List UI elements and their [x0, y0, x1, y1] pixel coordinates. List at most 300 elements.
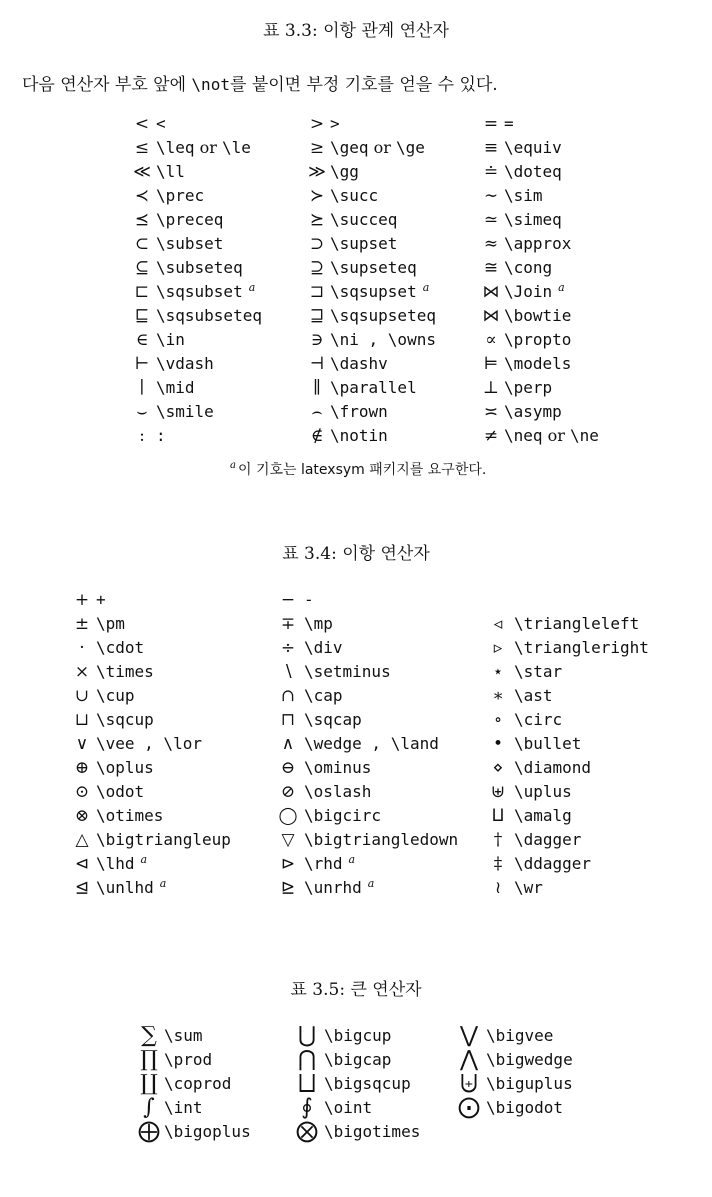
- command-text: \frown: [330, 402, 388, 421]
- symbol-glyph: ⪯: [134, 210, 150, 230]
- command-cell: [96, 588, 272, 612]
- command-sum: [164, 1024, 290, 1048]
- symbol-glyph: ⋈: [482, 306, 500, 326]
- command-text: \ddagger: [514, 854, 592, 873]
- command-text: \triangleright: [514, 638, 649, 657]
- command-text: \sqsupseteq: [330, 306, 436, 325]
- command-text: \triangleleft: [514, 614, 640, 633]
- intro-after: 를 붙이면 부정 기호를 얻을 수 있다.: [229, 75, 498, 95]
- table-row: [128, 424, 634, 448]
- command-text: \unrhd: [304, 878, 362, 897]
- command-text: \bigtriangledown: [304, 830, 459, 849]
- command-cell: [304, 588, 482, 612]
- table-row: [68, 780, 684, 804]
- command-approx: [504, 232, 634, 256]
- footnote-marker: a: [140, 852, 148, 866]
- command-int: [164, 1096, 290, 1120]
- command-models: [504, 352, 634, 376]
- command-star: [514, 660, 684, 684]
- footnote-text: 이 기호는 latexsym 패키지를 요구한다.: [237, 462, 487, 478]
- negation-intro-text: [22, 70, 498, 95]
- command-vee-lor: [96, 732, 272, 756]
- command-sim: [504, 184, 634, 208]
- command-text: \bigcap: [324, 1050, 392, 1069]
- command-wr: [514, 876, 684, 900]
- command-frown: [330, 400, 478, 424]
- table-row: [68, 756, 684, 780]
- command-cell: [330, 112, 478, 136]
- command-otimes: [96, 804, 272, 828]
- symbol-glyph: >: [309, 114, 325, 134]
- command-text: \smile: [156, 402, 214, 421]
- command-text: \bigtriangleup: [96, 830, 231, 849]
- symbol-glyph: ×: [74, 662, 90, 682]
- symbol-glyph: ⊥: [483, 378, 499, 398]
- symbol-glyph: ‡: [493, 854, 503, 874]
- symbol-glyph: ⊆: [134, 258, 150, 278]
- command-text: \sqcap: [304, 710, 362, 729]
- command-bigcirc: [304, 804, 482, 828]
- command-preceq: [156, 208, 304, 232]
- command-triangleleft: [514, 612, 684, 636]
- symbol-glyph: :: [139, 426, 145, 446]
- table-row: [68, 852, 684, 876]
- symbol-glyph: ≥: [309, 138, 325, 158]
- symbol-glyph: ≍: [483, 402, 499, 422]
- command-triangleright: [514, 636, 684, 660]
- command-text: \vee , \lor: [96, 734, 202, 753]
- command-bullet: [514, 732, 684, 756]
- table-row: [68, 660, 684, 684]
- command-text: \leq or \le: [156, 138, 251, 157]
- command-text: \rhd: [304, 854, 343, 873]
- symbol-glyph: ·: [79, 638, 85, 658]
- command-text: \preceq: [156, 210, 224, 229]
- symbol-glyph: ⊔: [74, 710, 90, 730]
- command-text: \oplus: [96, 758, 154, 777]
- command-cell: [486, 1120, 596, 1144]
- symbol-glyph: ⋁: [459, 1023, 479, 1048]
- table-3-4-caption: 표 3.4: 이항 연산자: [282, 544, 430, 564]
- symbol-glyph: ≺: [134, 186, 150, 206]
- command-text: \div: [304, 638, 343, 657]
- symbol-glyph: ⨁: [138, 1119, 160, 1144]
- command-sqsubset: [156, 280, 304, 304]
- command-text: -: [304, 590, 314, 609]
- command-lhd: [96, 852, 272, 876]
- command-text: \parallel: [330, 378, 417, 397]
- symbol-glyph: ∓: [280, 614, 296, 634]
- command-ni-owns: [330, 328, 478, 352]
- command-simeq: [504, 208, 634, 232]
- symbol-glyph: ⊣: [309, 354, 325, 374]
- command-bigvee: [486, 1024, 596, 1048]
- command-cell: [156, 424, 304, 448]
- command-text: \star: [514, 662, 563, 681]
- symbol-glyph: ⊲: [74, 854, 90, 874]
- symbol-glyph: ∝: [485, 330, 497, 350]
- command-asymp: [504, 400, 634, 424]
- symbol-glyph: [482, 588, 514, 612]
- command-text: \biguplus: [486, 1074, 573, 1093]
- symbol-glyph: ÷: [280, 638, 296, 658]
- symbol-glyph: +: [74, 590, 90, 610]
- symbol-glyph: ∧: [281, 734, 295, 754]
- command-diamond: [514, 756, 684, 780]
- footnote-marker: a: [558, 280, 565, 294]
- command-bigoplus: [164, 1120, 290, 1144]
- command-smile: [156, 400, 304, 424]
- command-text: \bigvee: [486, 1026, 554, 1045]
- symbol-glyph: ⋆: [492, 662, 504, 682]
- table-row: [68, 708, 684, 732]
- symbol-glyph: ∋: [310, 330, 324, 350]
- symbol-glyph: ≈: [483, 234, 499, 254]
- symbol-glyph: ∘: [493, 710, 503, 730]
- table-row: [68, 876, 684, 900]
- command-unrhd: [304, 876, 482, 900]
- symbol-glyph: ≤: [134, 138, 150, 158]
- table-row: [68, 636, 684, 660]
- command-text: \ni , \owns: [330, 330, 436, 349]
- command-text: \ast: [514, 686, 553, 705]
- symbol-glyph: ∩: [280, 686, 296, 706]
- footnote-marker: a: [248, 280, 256, 294]
- table-row: [128, 184, 634, 208]
- command-text: \bigsqcup: [324, 1074, 411, 1093]
- command-text: \Join: [504, 282, 553, 301]
- command-text: \diamond: [514, 758, 592, 777]
- symbol-glyph: ⨂: [296, 1119, 318, 1144]
- symbol-glyph: ▽: [281, 830, 295, 850]
- command-dagger: [514, 828, 684, 852]
- symbol-glyph: ≃: [483, 210, 499, 230]
- command-text: \oint: [324, 1098, 373, 1117]
- command-text: \asymp: [504, 402, 562, 421]
- symbol-glyph: ⋃: [297, 1023, 317, 1048]
- command-text: \bowtie: [504, 306, 572, 325]
- symbol-glyph: ⊙: [74, 782, 90, 802]
- symbol-glyph: ∨: [75, 734, 89, 754]
- command-text: +: [96, 590, 106, 609]
- symbol-glyph: ⨄: [460, 1071, 478, 1096]
- table-row: [128, 208, 634, 232]
- symbol-glyph: ≪: [133, 162, 151, 182]
- command-ddagger: [514, 852, 684, 876]
- command-vdash: [156, 352, 304, 376]
- command-text: \sqsubset: [156, 282, 243, 301]
- command-text: \simeq: [504, 210, 562, 229]
- command-subset: [156, 232, 304, 256]
- symbol-glyph: ⊎: [490, 782, 506, 802]
- symbol-glyph: ▹: [493, 638, 503, 658]
- symbol-glyph: ⊒: [309, 306, 325, 326]
- symbol-glyph: ∏: [140, 1047, 158, 1072]
- large-operators-table: [134, 1024, 596, 1144]
- symbol-glyph: ∮: [301, 1095, 313, 1120]
- table-row: [128, 232, 634, 256]
- command-circ: [514, 708, 684, 732]
- symbol-glyph: ⌢: [311, 402, 323, 422]
- symbol-glyph: ⊢: [134, 354, 150, 374]
- table-row: [134, 1024, 596, 1048]
- command-prod: [164, 1048, 290, 1072]
- symbol-glyph: ⊑: [134, 306, 150, 326]
- command-odot: [96, 780, 272, 804]
- command-text: \geq or \ge: [330, 138, 425, 157]
- command-div: [304, 636, 482, 660]
- symbol-glyph: ⨆: [298, 1071, 316, 1096]
- command-bigodot: [486, 1096, 596, 1120]
- command-text: \notin: [330, 426, 388, 445]
- command-bigwedge: [486, 1048, 596, 1072]
- command-amalg: [514, 804, 684, 828]
- command-text: \coprod: [164, 1074, 232, 1093]
- symbol-glyph: ≀: [494, 878, 502, 898]
- latexsym-footnote: [230, 459, 486, 479]
- command-text: \vdash: [156, 354, 214, 373]
- command-succ: [330, 184, 478, 208]
- command-text: \in: [156, 330, 185, 349]
- command-perp: [504, 376, 634, 400]
- command-pm: [96, 612, 272, 636]
- command-text: \bigcup: [324, 1026, 392, 1045]
- symbol-glyph: ⊗: [74, 806, 90, 826]
- symbol-glyph: ⊖: [280, 758, 296, 778]
- command-text: \dagger: [514, 830, 582, 849]
- command-text: \gg: [330, 162, 359, 181]
- command-text: \prec: [156, 186, 205, 205]
- command-text: \models: [504, 354, 572, 373]
- command-uplus: [514, 780, 684, 804]
- table-row: [134, 1072, 596, 1096]
- command-text: \cdot: [96, 638, 145, 657]
- command-biguplus: [486, 1072, 596, 1096]
- symbol-glyph: ∥: [313, 378, 321, 398]
- table-row: [68, 732, 684, 756]
- command-equiv: [504, 136, 634, 160]
- command-cup: [96, 684, 272, 708]
- command-setminus: [304, 660, 482, 684]
- symbol-glyph: ⊇: [309, 258, 325, 278]
- symbol-glyph: ⨿: [491, 806, 505, 826]
- command-text: \oslash: [304, 782, 372, 801]
- table-3-5-caption: 표 3.5: 큰 연산자: [290, 980, 422, 1000]
- command-bigtriangledown: [304, 828, 482, 852]
- command-bigcup: [324, 1024, 452, 1048]
- command-geq-or-ge: [330, 136, 478, 160]
- command-text: \times: [96, 662, 154, 681]
- command-text: \sum: [164, 1026, 203, 1045]
- symbol-glyph: ◯: [278, 806, 298, 826]
- command-text: \sqsubseteq: [156, 306, 262, 325]
- command-bigcap: [324, 1048, 452, 1072]
- symbol-glyph: ⊳: [280, 854, 296, 874]
- command-text: \mp: [304, 614, 333, 633]
- symbol-glyph: ≐: [483, 162, 499, 182]
- symbol-glyph: ⊃: [309, 234, 325, 254]
- symbol-glyph: −: [280, 590, 296, 610]
- table-row: [134, 1096, 596, 1120]
- symbol-glyph: •: [492, 734, 504, 754]
- command-cell: [156, 112, 304, 136]
- command-oplus: [96, 756, 272, 780]
- command-text: \circ: [514, 710, 563, 729]
- command-ll: [156, 160, 304, 184]
- table-row: [128, 400, 634, 424]
- command-text: \pm: [96, 614, 125, 633]
- footnote-marker: a: [367, 876, 375, 890]
- table-row: [128, 112, 634, 136]
- command-sqcap: [304, 708, 482, 732]
- command-coprod: [164, 1072, 290, 1096]
- table-row: [128, 136, 634, 160]
- command-leq-or-le: [156, 136, 304, 160]
- command-supseteq: [330, 256, 478, 280]
- command-text: >: [330, 114, 340, 133]
- table-row: [68, 804, 684, 828]
- intro-code: \not: [191, 75, 230, 94]
- symbol-glyph: ∣: [139, 378, 145, 398]
- symbol-glyph: †: [493, 830, 503, 850]
- command-rhd: [304, 852, 482, 876]
- command-subseteq: [156, 256, 304, 280]
- command-text: \otimes: [96, 806, 164, 825]
- table-row: [128, 352, 634, 376]
- symbol-glyph: ≻: [309, 186, 325, 206]
- command-sqsubseteq: [156, 304, 304, 328]
- symbol-glyph: ⊵: [280, 878, 296, 898]
- command-text: \propto: [504, 330, 572, 349]
- command-text: \bigotimes: [324, 1122, 421, 1141]
- command-text: \supset: [330, 234, 398, 253]
- symbol-glyph: ⋀: [459, 1047, 479, 1072]
- command-text: \wedge , \land: [304, 734, 439, 753]
- symbol-glyph: ∫: [143, 1095, 155, 1120]
- command-oint: [324, 1096, 452, 1120]
- command-text: \prod: [164, 1050, 213, 1069]
- symbol-glyph: ±: [74, 614, 90, 634]
- table-row: [128, 256, 634, 280]
- command-text: \bigwedge: [486, 1050, 573, 1069]
- footnote-marker: a: [348, 852, 356, 866]
- command-text: \bullet: [514, 734, 582, 753]
- symbol-glyph: ≡: [483, 138, 499, 158]
- command-text: \succeq: [330, 210, 398, 229]
- table-row: [128, 280, 634, 304]
- footnote-marker: a: [422, 280, 430, 294]
- symbol-glyph: ⊐: [309, 282, 325, 302]
- symbol-glyph: ⨀: [458, 1095, 480, 1120]
- command-text: \approx: [504, 234, 572, 253]
- symbol-glyph: ⊂: [134, 234, 150, 254]
- command-text: \setminus: [304, 662, 391, 681]
- table-row: [68, 684, 684, 708]
- command-parallel: [330, 376, 478, 400]
- command-text: \uplus: [514, 782, 572, 801]
- symbol-glyph: ∑: [141, 1023, 157, 1048]
- intro-before: 다음 연산자 부호 앞에: [22, 75, 192, 95]
- footnote-marker: a: [159, 876, 167, 890]
- symbol-glyph: ∪: [74, 686, 90, 706]
- command-text: \amalg: [514, 806, 572, 825]
- command-gg: [330, 160, 478, 184]
- symbol-glyph: ⊏: [134, 282, 150, 302]
- table-row: [68, 828, 684, 852]
- symbol-glyph: ⊓: [280, 710, 296, 730]
- table-row: [128, 376, 634, 400]
- table-3-3-caption: 표 3.3: 이항 관계 연산자: [263, 21, 449, 41]
- command-join: [504, 280, 634, 304]
- symbol-glyph: ⋄: [492, 758, 504, 778]
- symbol-glyph: ∐: [140, 1071, 158, 1096]
- command-dashv: [330, 352, 478, 376]
- command-mp: [304, 612, 482, 636]
- command-text: \equiv: [504, 138, 562, 157]
- command-ast: [514, 684, 684, 708]
- command-text: \unlhd: [96, 878, 154, 897]
- command-text: \odot: [96, 782, 145, 801]
- command-cell: [514, 588, 684, 612]
- symbol-glyph: ⪰: [309, 210, 325, 230]
- command-cong: [504, 256, 634, 280]
- command-unlhd: [96, 876, 272, 900]
- symbol-glyph: <: [134, 114, 150, 134]
- command-mid: [156, 376, 304, 400]
- symbol-glyph: =: [483, 114, 499, 134]
- command-doteq: [504, 160, 634, 184]
- command-text: \ominus: [304, 758, 372, 777]
- command-text: \subseteq: [156, 258, 243, 277]
- command-text: <: [156, 114, 166, 133]
- command-prec: [156, 184, 304, 208]
- command-bigotimes: [324, 1120, 452, 1144]
- symbol-glyph: ∈: [135, 330, 149, 350]
- command-text: \cup: [96, 686, 135, 705]
- command-cap: [304, 684, 482, 708]
- command-oslash: [304, 780, 482, 804]
- table-row: [128, 328, 634, 352]
- command-text: \neq or \ne: [504, 426, 599, 445]
- command-text: \ll: [156, 162, 185, 181]
- symbol-glyph: ⊕: [74, 758, 90, 778]
- command-text: \succ: [330, 186, 379, 205]
- binary-relations-table: [128, 112, 634, 448]
- table-row: [68, 612, 684, 636]
- symbol-glyph: ∉: [310, 426, 324, 446]
- command-text: \sqcup: [96, 710, 154, 729]
- symbol-glyph: ⊨: [483, 354, 499, 374]
- symbol-glyph: ⌣: [136, 402, 148, 422]
- command-sqsupseteq: [330, 304, 478, 328]
- command-bowtie: [504, 304, 634, 328]
- command-text: \cong: [504, 258, 553, 277]
- command-text: \bigoplus: [164, 1122, 251, 1141]
- table-row: [128, 304, 634, 328]
- command-notin: [330, 424, 478, 448]
- symbol-glyph: ≅: [483, 258, 499, 278]
- symbol-glyph: ⋂: [297, 1047, 317, 1072]
- symbol-glyph: ⋈: [482, 282, 500, 302]
- command-times: [96, 660, 272, 684]
- symbol-glyph: ∗: [492, 686, 504, 706]
- command-text: :: [156, 426, 166, 445]
- command-sqcup: [96, 708, 272, 732]
- command-text: \sqsupset: [330, 282, 417, 301]
- command-text: \bigodot: [486, 1098, 564, 1117]
- symbol-glyph: ∖: [282, 662, 294, 682]
- footnote-mark: a: [230, 460, 236, 472]
